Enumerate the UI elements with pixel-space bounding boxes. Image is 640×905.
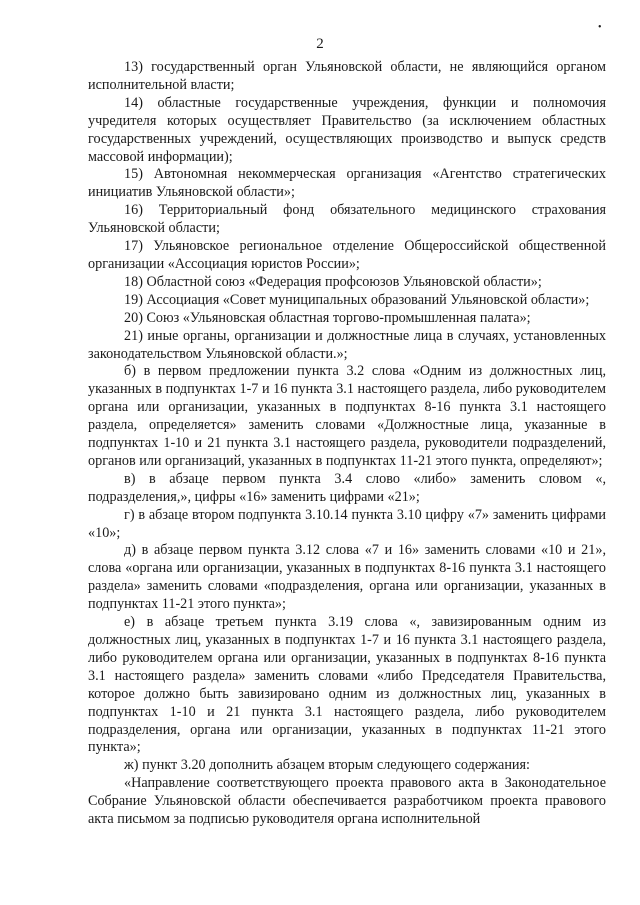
paragraph-item-19: 19) Ассоциация «Совет муниципальных образований Ульяновской области»;	[124, 291, 590, 308]
paragraph-item-21: 21) иные органы, организации и должностные лица в случаях, установленных законодательством Ульяновской области.»;	[88, 327, 606, 362]
paragraph-amendment-b: б) в первом предложении пункта 3.2 слова «Одним из должностных лиц, указанных в подпунктах 1-7 и 16 пункта 3.1 настоящего раздела, либо руководителем органа или организации, указанных в подпунктах 8-16 пункта 3.1 настоящего раздела, определяется» заменить словами «Должностные лица, указанные в подпунктах 1-10 и 21 пункта 3.1 настоящего раздела, руководители подразделений, органов или организаций, указанных в подпунктах 11-21 этого пункта, определяют»;	[88, 363, 606, 469]
paragraph-amendment-zh: ж) пункт 3.20 дополнить абзацем вторым следующего содержания:	[124, 757, 530, 774]
paragraph-amendment-e: е) в абзаце третьем пункта 3.19 слова «, завизированным одним из должностных лиц, указанных в подпунктах 1-7 и 16 пункта 3.1 настоящего раздела, либо руководителем органа или организации, указанных в подпунктах 8-16 пункта 3.1 настоящего раздела» заменить словами «либо Председателя Правительства, которое должно быть завизировано одним из должностных лиц, указанных в подпунктах 1-10 и 21 пункта 3.1 настоящего раздела, либо руководителем подразделения, органа или организации, указанных в подпунктах 11-21 этого пункта»;	[88, 614, 606, 756]
paragraph-amendment-d: д) в абзаце первом пункта 3.12 слова «7 и 16» заменить словами «10 и 21», слова «органа или организации, указанных в подпунктах 8-16 пункта 3.1 настоящего раздела» заменить словами «подразделения, органа или организации, указанных в подпунктах 11-21 этого пункта»;	[88, 542, 606, 613]
corner-mark: •	[598, 22, 602, 33]
page-number: 2	[316, 36, 324, 52]
paragraph-item-13: 13) государственный орган Ульяновской области, не являющийся органом исполнительной власти;	[88, 59, 606, 93]
paragraph-item-20: 20) Союз «Ульяновская областная торгово-промышленная палата»;	[124, 309, 531, 326]
paragraph-item-17: 17) Ульяновское региональное отделение Общероссийской общественной организации «Ассоциация юристов России»;	[88, 238, 606, 272]
paragraph-quoted-text: «Направление соответствующего проекта правового акта в Законодательное Собрание Ульяновской области обеспечивается разработчиком проекта правового акта письмом за подписью руководителя органа исполнительной	[88, 775, 606, 828]
paragraph-item-18: 18) Областной союз «Федерация профсоюзов Ульяновской области»;	[124, 273, 542, 290]
paragraph-amendment-g: г) в абзаце втором подпункта 3.10.14 пункта 3.10 цифру «7» заменить цифрами «10»;	[88, 506, 606, 541]
paragraph-amendment-v: в) в абзаце первом пункта 3.4 слово «либо» заменить словом «, подразделения,», цифры «16» заменить цифрами «21»;	[88, 470, 606, 505]
paragraph-item-14: 14) областные государственные учреждения, функции и полномочия учредителя которых осуществляет Правительство (за исключением областных государственных учреждений, осуществляющих производство и выпуск средств массовой информации);	[88, 94, 606, 165]
paragraph-item-16: 16) Территориальный фонд обязательного медицинского страхования Ульяновской области;	[88, 202, 606, 237]
document-body	[88, 59, 606, 829]
paragraph-item-15: 15) Автономная некоммерческая организация «Агентство стратегических инициатив Ульяновской области»;	[88, 166, 606, 201]
